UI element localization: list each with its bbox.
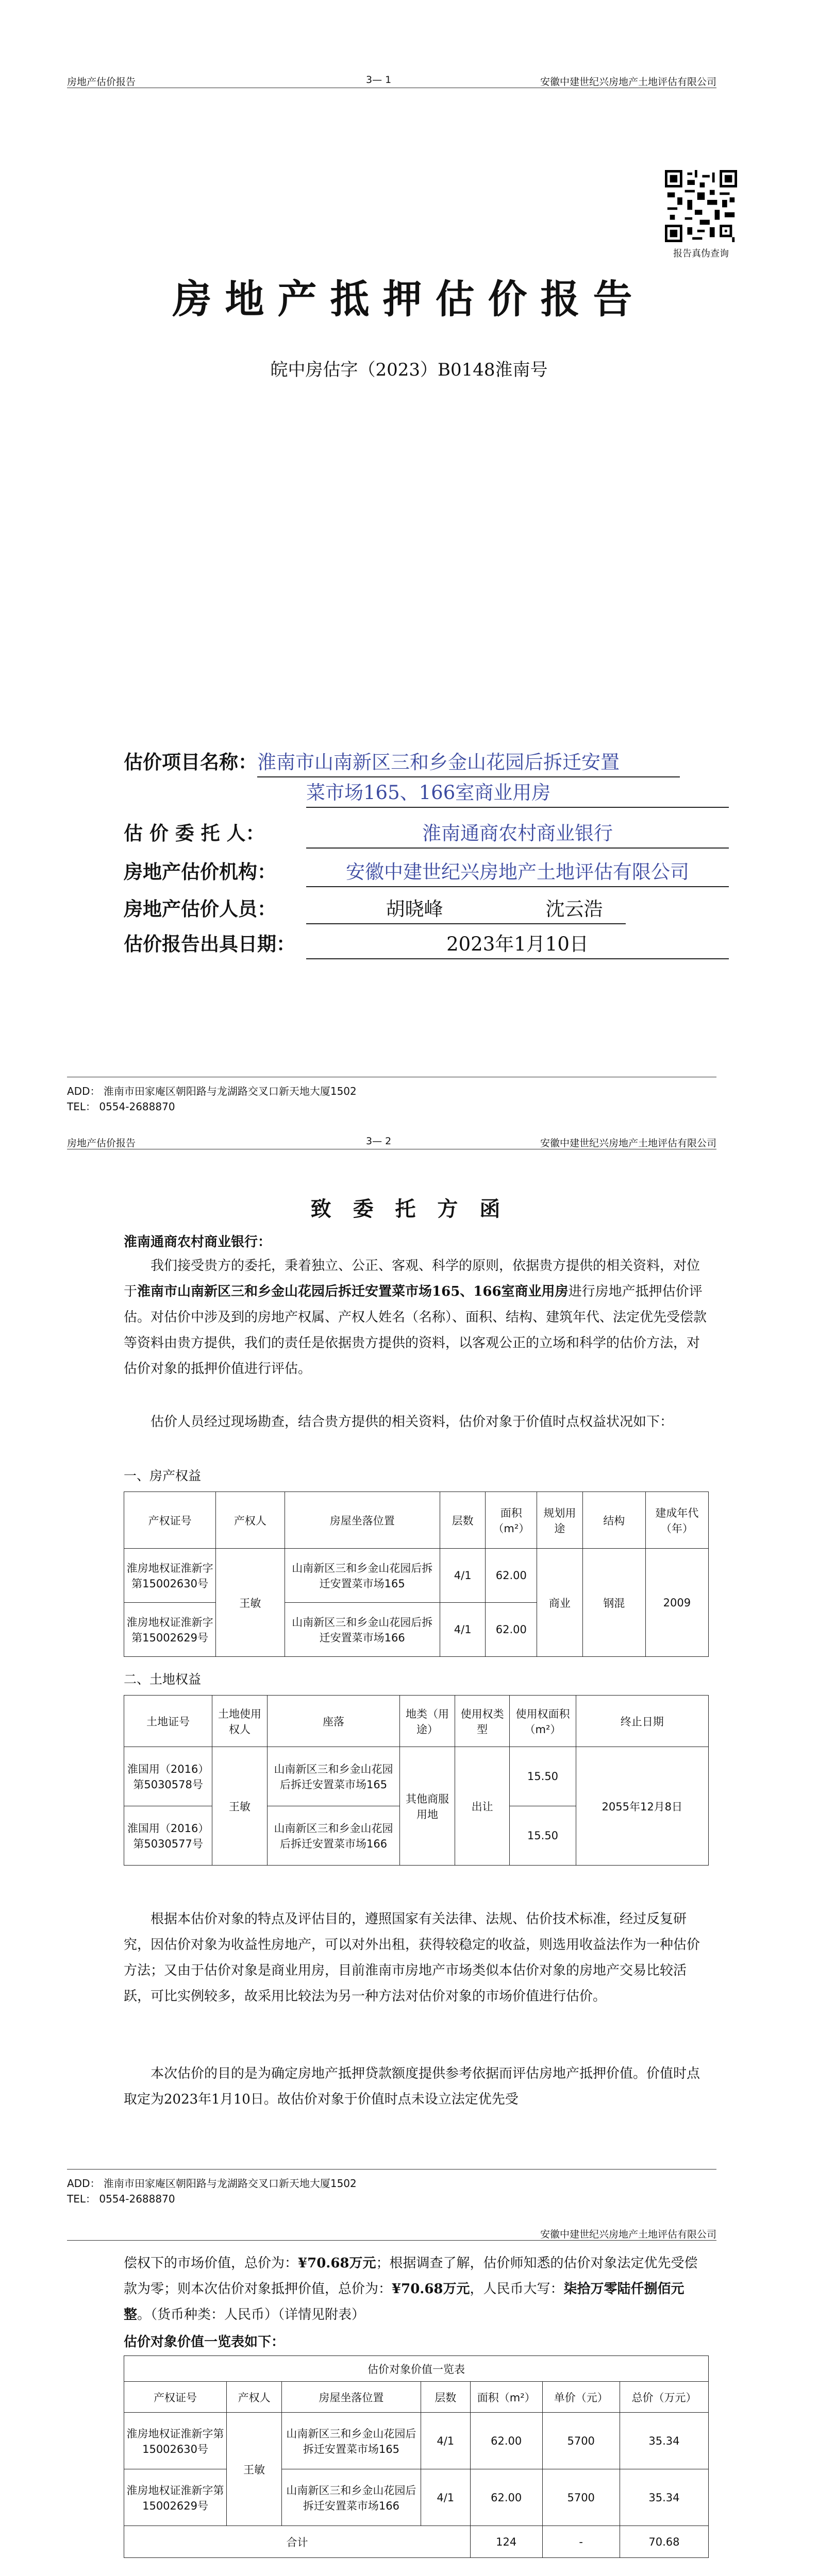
agency-value: 安徽中建世纪兴房地产土地评估有限公司 xyxy=(306,858,729,887)
appraiser-2: 沈云浩 xyxy=(523,895,626,924)
th-cert: 产权证号 xyxy=(124,1492,216,1549)
th-land-use: 地类（用途） xyxy=(400,1696,455,1747)
th-v-cert: 产权证号 xyxy=(124,2382,227,2413)
report-date-row xyxy=(124,930,729,959)
th-structure: 结构 xyxy=(582,1492,645,1549)
cell-v-location: 山南新区三和乡金山花园后拆迁安置菜市场165 xyxy=(282,2413,421,2469)
th-year: 建成年代（年） xyxy=(645,1492,708,1549)
letter-paragraph-4: 本次估价的目的是为确定房地产抵押贷款额度提供参考依据而评估房地产抵押价值。价值时点取定为2023年1月10日。故估价对象于价值时点未设立法定优先受 xyxy=(124,2066,700,2107)
agency-label: 房地产估价机构： xyxy=(124,860,276,883)
cell-structure: 钢混 xyxy=(582,1549,645,1657)
th-land-location: 座落 xyxy=(267,1696,399,1747)
letter-paragraph-2: 估价人员经过现场勘查，结合贵方提供的相关资料，估价对象于价值时点权益状况如下： xyxy=(151,1414,674,1430)
cell-v-total: 35.34 xyxy=(620,2413,708,2469)
cell-v-price: 5700 xyxy=(542,2469,620,2526)
th-land-cert: 土地证号 xyxy=(124,1696,212,1747)
cell-v-cert: 淮房地权证淮新字第15002629号 xyxy=(124,2469,227,2526)
footer-tel: TEL： 0554-2688870 xyxy=(67,2193,175,2205)
th-v-owner: 产权人 xyxy=(227,2382,282,2413)
cell-v-area: 62.00 xyxy=(470,2469,542,2526)
th-v-floors: 层数 xyxy=(421,2382,470,2413)
value-in-words: 柒拾万零陆仟捌佰元整 xyxy=(124,2281,685,2323)
th-v-total: 总价（万元） xyxy=(620,2382,708,2413)
project-name-row xyxy=(124,748,680,777)
th-owner: 产权人 xyxy=(216,1492,285,1549)
letter-paragraph-3: 根据本估价对象的特点及评估目的，遵照国家有关法律、法规、估价技术标准，经过反复研究，因估价对象为收益性房地产，可以对外出租，获得较稳定的收益，则选用收益法作为一种估价方法；又由于估价对象是商业用房，目前淮南市房地产市场类似本估价对象的房地产交易比较活跃，可比实例较多，故采用比较法为另一种方法对估价对象的市场价值进行估价。 xyxy=(124,1911,700,2004)
cell-area: 62.00 xyxy=(486,1549,537,1603)
report-date-label: 估价报告出具日期： xyxy=(124,933,295,955)
footer-address: ADD： 淮南市田家庵区朝阳路与龙湖路交叉口新天地大厦1502 xyxy=(67,1085,357,1097)
qr-code[interactable] xyxy=(665,170,737,242)
p5-text-e: ，人民币大写： xyxy=(470,2281,564,2297)
cell-sum-price: - xyxy=(542,2526,620,2558)
cell-year: 2009 xyxy=(645,1549,708,1657)
th-land-area: 使用权面积（m²） xyxy=(510,1696,576,1747)
summary-label: 估价对象价值一览表如下： xyxy=(124,2334,285,2350)
report-title: 房地产抵押估价报告 xyxy=(172,276,646,322)
cell-area: 62.00 xyxy=(486,1603,537,1657)
cell-v-owner: 王敏 xyxy=(227,2413,282,2526)
letter-salutation: 淮南通商农村商业银行： xyxy=(124,1234,272,1250)
cell-land-cert: 淮国用（2016）第5030578号 xyxy=(124,1747,212,1806)
table-row xyxy=(124,2413,709,2469)
value-table-caption: 估价对象价值一览表 xyxy=(124,2356,709,2382)
th-area: 面积（m²） xyxy=(486,1492,537,1549)
client-value: 淮南通商农村商业银行 xyxy=(306,820,729,849)
page-header xyxy=(67,72,716,88)
cell-owner: 王敏 xyxy=(216,1549,285,1657)
cell-sum-label: 合计 xyxy=(124,2526,471,2558)
letter-paragraph-5 xyxy=(124,2250,709,2328)
cell-land-owner: 王敏 xyxy=(212,1747,268,1866)
land-rights-heading: 二、土地权益 xyxy=(124,1672,202,1687)
cell-v-cert: 淮房地权证淮新字第15002630号 xyxy=(124,2413,227,2469)
th-right-type: 使用权类型 xyxy=(455,1696,510,1747)
letter-title: 致 委 托 方 函 xyxy=(310,1197,508,1221)
letter-paragraph-1 xyxy=(124,1253,709,1382)
project-value-2: 菜市场165、166室商业用房 xyxy=(306,779,729,808)
cell-v-price: 5700 xyxy=(542,2413,620,2469)
cell-floors: 4/1 xyxy=(440,1603,486,1657)
table-row xyxy=(124,1747,709,1806)
p1-text-c: 进行房地产抵押估价评估。对估价中涉及到的房地产权属、产权人姓名（名称）、面积、结构、建筑年代、法定优先受偿款等资料由贵方提供，我们的责任是依据贵方提供的资料，以客观公正的立场和科学的估价方法，对估价对象的抵押价值进行评估。 xyxy=(124,1284,707,1377)
cell-land-area: 15.50 xyxy=(510,1806,576,1866)
th-usage: 规划用途 xyxy=(537,1492,583,1549)
cell-v-floors: 4/1 xyxy=(421,2413,470,2469)
p5-text-a: 偿权下的市场价值，总价为： xyxy=(124,2256,298,2271)
page-number: 3— 2 xyxy=(366,1136,392,1147)
p1-property: 淮南市山南新区三和乡金山花园后拆迁安置菜市场165、166室商业用房 xyxy=(137,1284,569,1299)
p5-text-g: 。（货币种类：人民币）（详情见附表） xyxy=(137,2307,365,2323)
th-floors: 层数 xyxy=(440,1492,486,1549)
project-name-row-2 xyxy=(306,779,729,808)
table-row xyxy=(124,2469,709,2526)
report-date-value: 2023年1月10日 xyxy=(306,930,729,959)
cell-land-area: 15.50 xyxy=(510,1747,576,1806)
cell-right-type: 出让 xyxy=(455,1747,510,1866)
cell-location: 山南新区三和乡金山花园后拆迁安置菜市场166 xyxy=(285,1603,440,1657)
footer-tel: TEL： 0554-2688870 xyxy=(67,1100,175,1113)
th-land-owner: 土地使用权人 xyxy=(212,1696,268,1747)
cell-v-total: 35.34 xyxy=(620,2469,708,2526)
th-v-location: 房屋坐落位置 xyxy=(282,2382,421,2413)
cell-end-date: 2055年12月8日 xyxy=(576,1747,708,1866)
agency-row xyxy=(124,858,729,887)
cell-land-location: 山南新区三和乡金山花园后拆迁安置菜市场165 xyxy=(267,1747,399,1806)
header-left: 房地产估价报告 xyxy=(67,1138,136,1149)
header-right: 安徽中建世纪兴房地产土地评估有限公司 xyxy=(540,2229,716,2240)
cell-floors: 4/1 xyxy=(440,1549,486,1603)
cell-sum-area: 124 xyxy=(470,2526,542,2558)
qr-caption: 报告真伪查询 xyxy=(673,248,729,259)
header-right: 安徽中建世纪兴房地产土地评估有限公司 xyxy=(540,1138,716,1149)
th-v-area: 面积（m²） xyxy=(470,2382,542,2413)
market-value: ¥70.68万元 xyxy=(298,2256,376,2271)
cell-usage: 商业 xyxy=(537,1549,583,1657)
total-row xyxy=(124,2526,709,2558)
cell-v-area: 62.00 xyxy=(470,2413,542,2469)
header-left: 房地产估价报告 xyxy=(67,76,136,88)
cell-cert: 淮房地权证淮新字第15002629号 xyxy=(124,1603,216,1657)
th-v-price: 单价（元） xyxy=(542,2382,620,2413)
mortgage-value: ¥70.68万元 xyxy=(392,2281,470,2297)
cell-v-floors: 4/1 xyxy=(421,2469,470,2526)
table-row xyxy=(124,1549,709,1603)
th-location: 房屋坐落位置 xyxy=(285,1492,440,1549)
page-header xyxy=(67,1133,716,1149)
land-rights-table xyxy=(124,1695,709,1866)
project-label: 估价项目名称： xyxy=(124,751,257,773)
p5-text-c: ；根据调查了解，估价师知悉的估价对象法定优先受偿款为零；则本次估价对象抵押价值，总价为： xyxy=(124,2256,698,2297)
page-header xyxy=(67,2225,716,2241)
client-label: 估 价 委 托 人： xyxy=(124,822,265,844)
appraiser-label: 房地产估价人员： xyxy=(124,897,276,920)
p1-text-a: 我们接受贵方的委托，秉着独立、公正、客观、科学的原则，依据贵方提供的相关资料，对位于 xyxy=(124,1258,700,1299)
cell-location: 山南新区三和乡金山花园后拆迁安置菜市场165 xyxy=(285,1549,440,1603)
header-right: 安徽中建世纪兴房地产土地评估有限公司 xyxy=(540,76,716,88)
page-number: 3— 1 xyxy=(366,74,392,86)
cell-cert: 淮房地权证淮新字第15002630号 xyxy=(124,1549,216,1603)
cell-v-location: 山南新区三和乡金山花园后拆迁安置菜市场166 xyxy=(282,2469,421,2526)
cell-land-location: 山南新区三和乡金山花园后拆迁安置菜市场166 xyxy=(267,1806,399,1866)
th-end-date: 终止日期 xyxy=(576,1696,708,1747)
page-footer xyxy=(67,1077,716,1114)
client-row xyxy=(124,819,729,849)
appraiser-row xyxy=(124,895,626,924)
footer-address: ADD： 淮南市田家庵区朝阳路与龙湖路交叉口新天地大厦1502 xyxy=(67,2177,357,2190)
appraiser-1: 胡晓峰 xyxy=(306,895,523,924)
value-summary-table xyxy=(124,2355,709,2558)
cell-land-cert: 淮国用（2016）第5030577号 xyxy=(124,1806,212,1866)
cell-sum-total: 70.68 xyxy=(620,2526,708,2558)
project-value-1: 淮南市山南新区三和乡金山花园后拆迁安置 xyxy=(257,749,680,777)
house-rights-table xyxy=(124,1492,709,1657)
report-number: 皖中房估字（2023）B0148淮南号 xyxy=(270,360,548,380)
page-footer xyxy=(67,2169,716,2207)
cell-land-use: 其他商服用地 xyxy=(400,1747,455,1866)
house-rights-heading: 一、房产权益 xyxy=(124,1468,202,1483)
